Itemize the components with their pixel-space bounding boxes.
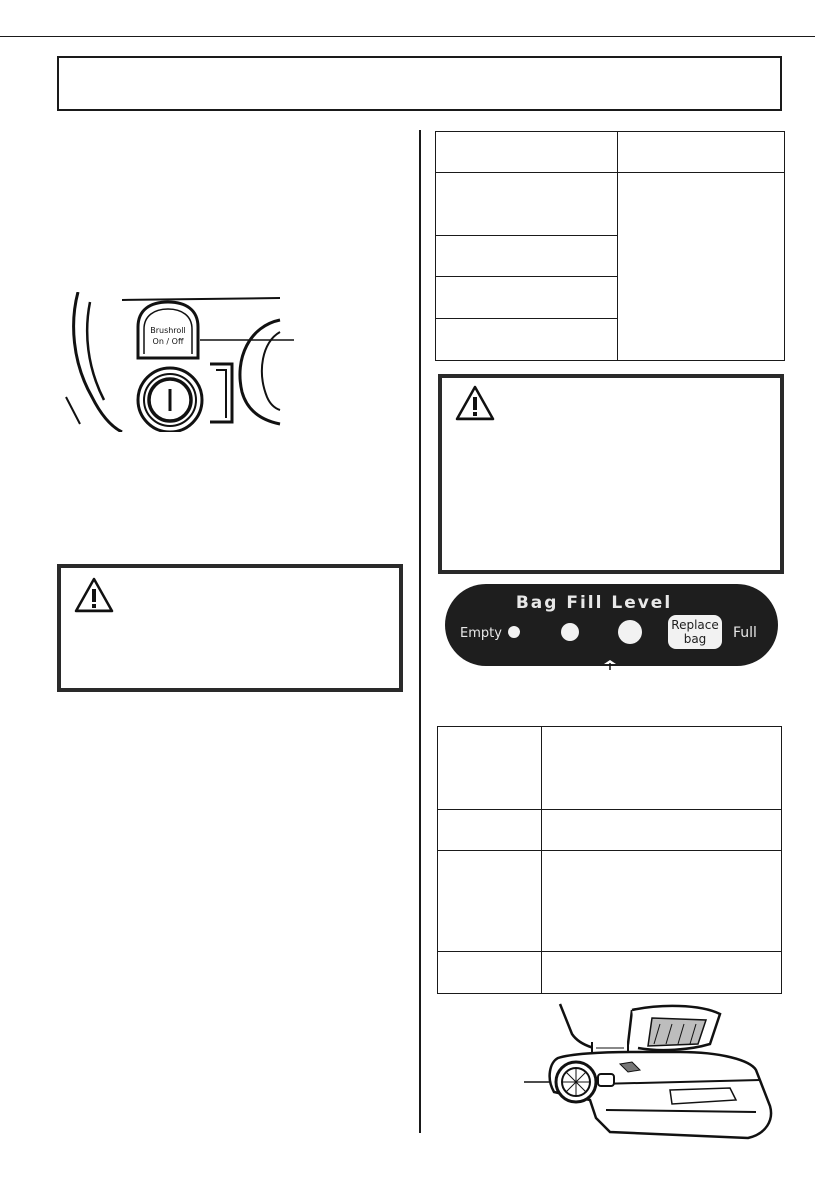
table-top-header-left <box>435 131 618 173</box>
vacuum-base-illustration <box>520 1000 780 1150</box>
warning-box-right <box>438 374 784 574</box>
full-label: Full <box>733 625 757 641</box>
replace-label-1: Replace <box>671 618 719 632</box>
table-bottom-row-detail <box>541 951 782 994</box>
table-top-row <box>435 235 618 277</box>
bag-fill-level-panel <box>444 584 779 670</box>
wheel-icon <box>556 1062 596 1102</box>
table-top-row <box>435 276 618 319</box>
table-bottom-row <box>437 726 542 810</box>
table-top-row <box>435 318 618 361</box>
table-bottom-row <box>437 951 542 994</box>
power-button-icon <box>138 368 202 432</box>
table-bottom-row <box>437 809 542 851</box>
table-bottom <box>437 726 782 994</box>
table-top-header-right <box>617 131 785 173</box>
warning-icon <box>73 576 115 614</box>
replace-label-2: bag <box>683 632 707 646</box>
brushroll-figure <box>62 292 302 432</box>
top-rule <box>0 36 815 37</box>
brushroll-label-1: Brushroll <box>150 326 186 335</box>
table-bottom-row-detail <box>541 726 782 810</box>
base-switch-icon <box>598 1074 614 1086</box>
table-bottom-row-detail <box>541 850 782 952</box>
empty-label: Empty <box>460 626 502 641</box>
warning-icon <box>454 384 496 422</box>
table-bottom-row <box>437 850 542 952</box>
brushroll-label-2: On / Off <box>152 337 184 346</box>
fill-level-led-1 <box>508 626 520 638</box>
column-divider <box>419 130 421 1133</box>
fill-level-led-3 <box>618 620 642 644</box>
fill-level-led-2 <box>561 623 579 641</box>
table-top-row <box>435 172 618 236</box>
header-title-box <box>57 56 782 111</box>
warning-box-left <box>57 564 403 692</box>
table-top-merged-cell <box>617 172 785 361</box>
bag-fill-title: Bag Fill Level <box>515 593 673 613</box>
table-top <box>435 131 785 361</box>
table-bottom-row-detail <box>541 809 782 851</box>
